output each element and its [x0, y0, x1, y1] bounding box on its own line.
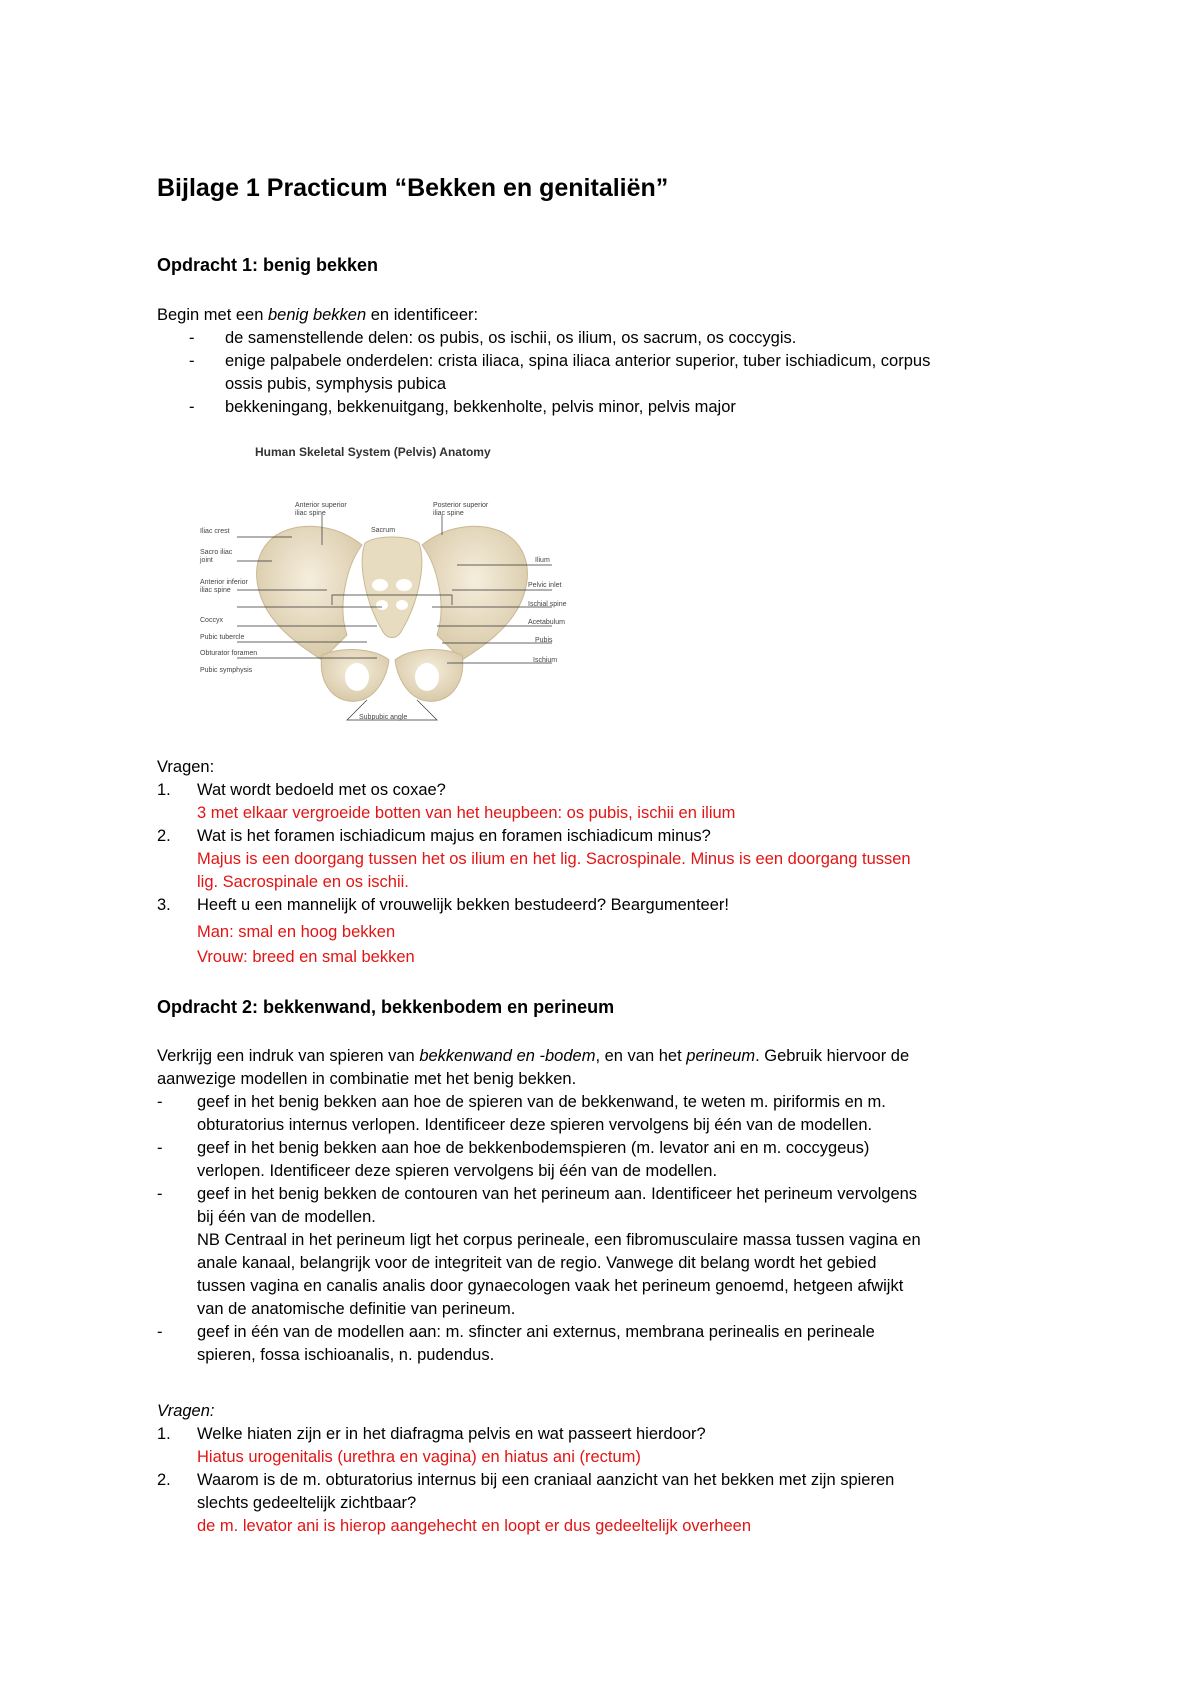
bullet-dash: - [157, 1323, 163, 1341]
label-asis: Anterior superior iliac spine [295, 502, 347, 517]
question-text: Welke hiaten zijn er in het diafragma pelvis en wat passeert hierdoor? [197, 1425, 706, 1443]
op2-intro-part: . Gebruik hiervoor de [755, 1047, 910, 1065]
section-heading-opdracht-1: Opdracht 1: benig bekken [157, 255, 379, 275]
op2-intro-line2: aanwezige modellen in combinatie met het benig bekken. [157, 1070, 577, 1088]
list-item-text: spieren, fossa ischioanalis, n. pudendus. [197, 1346, 495, 1364]
label-ischial-spine: Ischial spine [528, 601, 567, 608]
label-pubic-tubercle: Pubic tubercle [200, 634, 245, 641]
bullet-dash: - [157, 1093, 163, 1111]
list-item-text: geef in één van de modellen aan: m. sfincter ani externus, membrana perinealis en perineale [197, 1323, 875, 1341]
vragen-label: Vragen: [157, 1402, 215, 1420]
list-item [157, 350, 1057, 396]
answer-text: Vrouw: breed en smal bekken [197, 948, 415, 966]
section-heading-opdracht-2: Opdracht 2: bekkenwand, bekkenbodem en perineum [157, 997, 615, 1017]
vragen-label: Vragen: [157, 758, 215, 776]
answer-text: de m. levator ani is hierop aangehecht en loopt er dus gedeeltelijk overheen [197, 1517, 752, 1535]
list-item-text: de samenstellende delen: os pubis, os ischii, os ilium, os sacrum, os coccygis. [225, 329, 797, 347]
answer-text: Hiatus urogenitalis (urethra en vagina) en hiatus ani (rectum) [197, 1448, 641, 1466]
op1-questions [157, 756, 1057, 970]
label-pubic-symphysis: Pubic symphysis [200, 667, 253, 674]
list-item-text: NB Centraal in het perineum ligt het corpus perineale, een fibromusculaire massa tussen vagina en [197, 1231, 921, 1249]
op1-intro-text-a: Begin met een [157, 306, 268, 324]
label-psis: Posterior superior iliac spine [433, 502, 489, 517]
list-item-text: verlopen. Identificeer deze spieren vervolgens bij één van de modellen. [197, 1162, 718, 1180]
label-acetabulum: Acetabulum [528, 619, 565, 626]
question-item [157, 825, 1057, 894]
list-item-text: tussen vagina en canalis analis door gynaecologen vaak het perineum genoemd, hetgeen afwijkt [197, 1277, 904, 1295]
question-number: 2. [157, 827, 171, 845]
question-text: slechts gedeeltelijk zichtbaar? [197, 1494, 417, 1512]
answer-text: Majus is een doorgang tussen het os ilium en het lig. Sacrospinale. Minus is een doorgang tussen [197, 850, 911, 868]
label-pelvic-inlet: Pelvic inlet [528, 582, 562, 589]
list-item [157, 1091, 1057, 1137]
op1-intro [157, 304, 1057, 327]
op2-intro-part: perineum [686, 1047, 756, 1065]
question-text: Heeft u een mannelijk of vrouwelijk bekken bestudeerd? Beargumenteer! [197, 896, 729, 914]
list-item-text: geef in het benig bekken aan hoe de spieren van de bekkenwand, te weten m. piriformis en m. [197, 1093, 886, 1111]
op1-bullet-list [157, 327, 1057, 419]
answer-text: Man: smal en hoog bekken [197, 923, 396, 941]
bullet-dash: - [189, 398, 195, 416]
question-text: Wat is het foramen ischiadicum majus en foramen ischiadicum minus? [197, 827, 711, 845]
list-item-text: geef in het benig bekken aan hoe de bekkenbodemspieren (m. levator ani en m. coccygeus) [197, 1139, 870, 1157]
list-item-text: van de anatomische definitie van perineum. [197, 1300, 516, 1318]
list-item-text: enige palpabele onderdelen: crista iliaca, spina iliaca anterior superior, tuber ischiadicum, corpus [225, 352, 931, 370]
op2-intro-part: Verkrijg een indruk van spieren van [157, 1047, 420, 1065]
label-coccyx: Coccyx [200, 617, 223, 624]
question-text: Wat wordt bedoeld met os coxae? [197, 781, 446, 799]
bullet-dash: - [189, 352, 195, 370]
question-number: 2. [157, 1471, 171, 1489]
op2-questions [157, 1400, 1057, 1538]
question-item [157, 779, 1057, 825]
question-item [157, 1423, 1057, 1469]
label-aiis: Anterior inferior iliac spine [200, 579, 248, 594]
label-obturator-foramen: Obturator foramen [200, 650, 258, 657]
label-ischium: Ischium [533, 657, 558, 664]
page-title: Bijlage 1 Practicum “Bekken en genitaliën” [157, 174, 669, 202]
answer-text: 3 met elkaar vergroeide botten van het heupbeen: os pubis, ischii en ilium [197, 804, 736, 822]
figure-title: Human Skeletal System (Pelvis) Anatomy [255, 445, 491, 459]
op1-intro-text-b: en identificeer: [366, 306, 479, 324]
list-item-text: obturatorius internus verlopen. Identificeer deze spieren vervolgens bij één van de modellen. [197, 1116, 873, 1134]
label-sacroiliac-joint: Sacro iliac joint [200, 549, 233, 564]
question-item [157, 1469, 1057, 1538]
question-number: 3. [157, 896, 171, 914]
label-ilium: Ilium [535, 557, 550, 564]
op2-intro [157, 1045, 1057, 1091]
bullet-dash: - [157, 1185, 163, 1203]
label-iliac-crest: Iliac crest [200, 528, 230, 535]
question-number: 1. [157, 781, 171, 799]
list-item-text: ossis pubis, symphysis pubica [225, 375, 447, 393]
op2-bullet-list [157, 1091, 1057, 1367]
question-number: 1. [157, 1425, 171, 1443]
list-item [157, 327, 1057, 350]
list-item-text: bekkeningang, bekkenuitgang, bekkenholte, pelvis minor, pelvis major [225, 398, 736, 416]
op2-intro-part: bekkenwand en -bodem [419, 1047, 596, 1065]
list-item-text: bij één van de modellen. [197, 1208, 376, 1226]
label-subpubic-angle: Subpubic angle [359, 714, 408, 721]
list-item [157, 1137, 1057, 1183]
bullet-dash: - [157, 1139, 163, 1157]
answer-text: lig. Sacrospinale en os ischii. [197, 873, 409, 891]
list-item [157, 396, 1057, 419]
list-item [157, 1183, 1057, 1321]
pelvis-illustration [197, 445, 577, 735]
list-item-text: geef in het benig bekken de contouren van het perineum aan. Identificeer het perineum vervolgens [197, 1185, 918, 1203]
bullet-dash: - [189, 329, 195, 347]
question-item [157, 894, 1057, 970]
label-sacrum: Sacrum [371, 527, 396, 534]
pelvis-anatomy-figure [197, 445, 577, 735]
op1-intro-italic: benig bekken [268, 306, 367, 324]
list-item-text: anale kanaal, belangrijk voor de integriteit van de regio. Vanwege dit belang wordt het gebied [197, 1254, 877, 1272]
label-pubis: Pubis [535, 637, 553, 644]
list-item [157, 1321, 1057, 1367]
op2-intro-part: , en van het [595, 1047, 687, 1065]
question-text: Waarom is de m. obturatorius internus bij een craniaal aanzicht van het bekken met zijn spieren [197, 1471, 895, 1489]
